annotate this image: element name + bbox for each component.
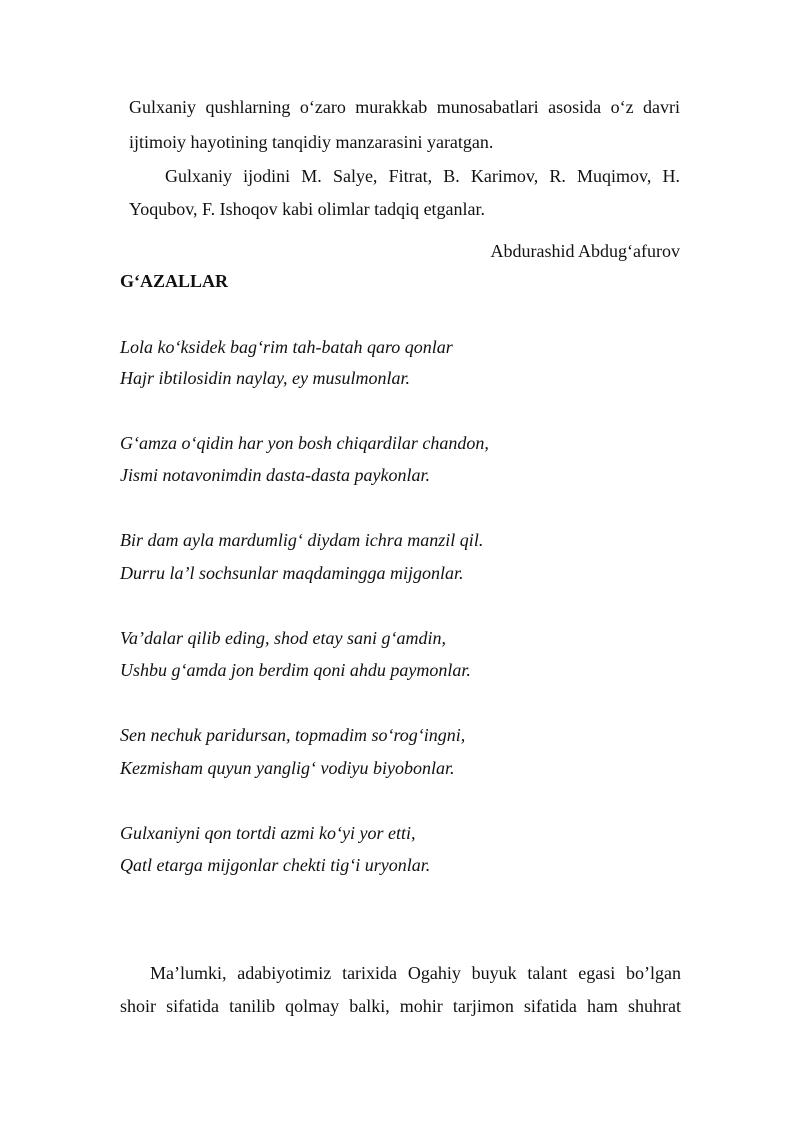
poem-couplet-1-line-2: Hajr ibtilosidin naylay, ey musulmonlar. xyxy=(120,368,410,388)
poem-couplet-6-line-2: Qatl etarga mijgonlar chekti tig‘i uryonlar. xyxy=(120,855,431,875)
poem-couplet-3-line-2: Durru la’l sochsunlar maqdamingga mijgonlar. xyxy=(120,563,464,583)
poem-couplet-3-line-1: Bir dam ayla mardumlig‘ diydam ichra manzil qil. xyxy=(120,530,484,550)
intro-line-4: Yoqubov, F. Ishoqov kabi olimlar tadqiq etganlar. xyxy=(129,199,486,219)
poem-couplet-2-line-1: G‘amza o‘qidin har yon bosh chiqardilar chandon, xyxy=(120,433,489,453)
intro-line-2: ijtimoiy hayotining tanqidiy manzarasini yaratgan. xyxy=(129,132,494,152)
poem-couplet-4-line-1: Va’dalar qilib eding, shod etay sani g‘amdin, xyxy=(120,628,446,648)
intro-line-3: Gulxaniy ijodini M. Salye, Fitrat, B. Karimov, R. Muqimov, H. xyxy=(165,166,680,186)
closing-line-1: Ma’lumki, adabiyotimiz tarixida Ogahiy buyuk talant egasi bo’lgan xyxy=(150,963,681,983)
intro-line-1: Gulxaniy qushlarning o‘zaro murakkab munosabatlari asosida o‘z davri xyxy=(129,97,680,117)
poem-couplet-4-line-2: Ushbu g‘amda jon berdim qoni ahdu paymonlar. xyxy=(120,660,471,680)
author-signature: Abdurashid Abdug‘afurov xyxy=(490,241,680,261)
poem-couplet-2-line-2: Jismi notavonimdin dasta-dasta paykonlar. xyxy=(120,465,430,485)
poem-couplet-6-line-1: Gulxaniyni qon tortdi azmi ko‘yi yor etti, xyxy=(120,823,416,843)
poem-couplet-5-line-1: Sen nechuk paridursan, topmadim so‘rog‘ingni, xyxy=(120,725,466,745)
section-title: G‘AZALLAR xyxy=(120,271,229,291)
closing-line-2: shoir sifatida tanilib qolmay balki, mohir tarjimon sifatida ham shuhrat xyxy=(120,996,681,1016)
poem-couplet-5-line-2: Kezmisham quyun yanglig‘ vodiyu biyobonlar. xyxy=(120,758,455,778)
poem-couplet-1-line-1: Lola ko‘ksidek bag‘rim tah-batah qaro qonlar xyxy=(120,337,453,357)
